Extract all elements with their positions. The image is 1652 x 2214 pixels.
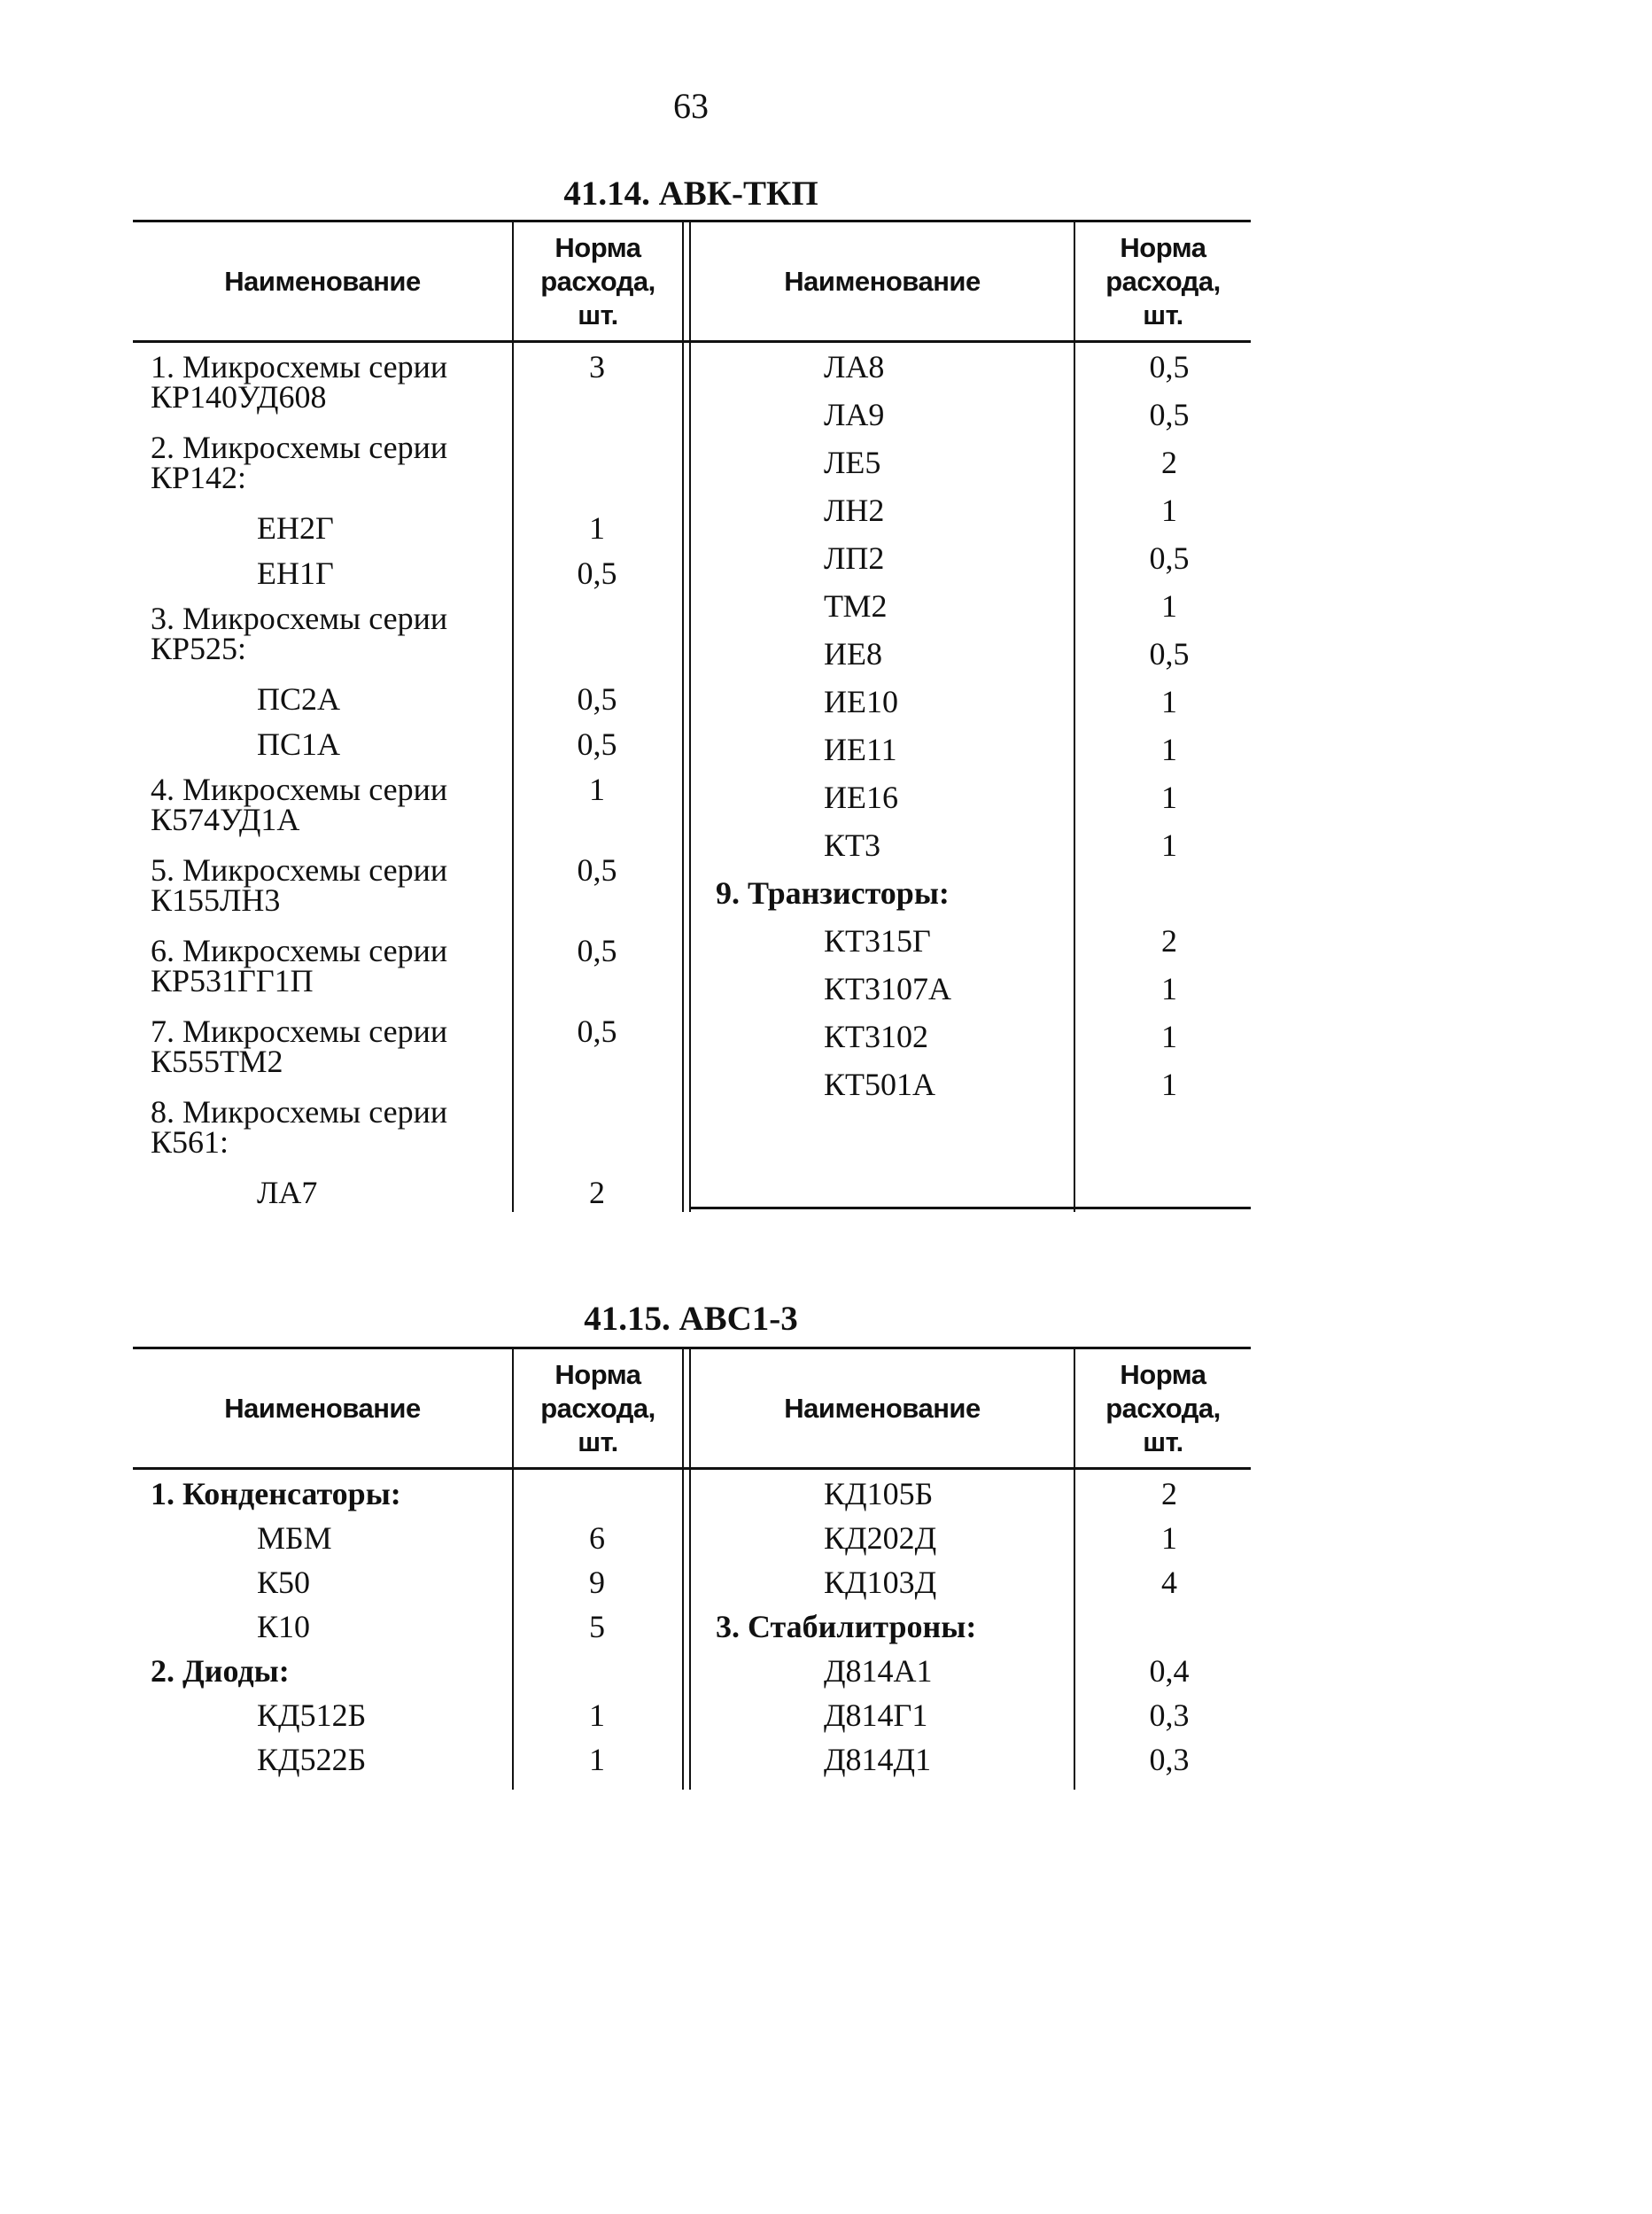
table-row <box>133 1648 1251 1694</box>
item-name: К50 <box>257 1565 311 1600</box>
item-name: КТ315Г <box>824 923 931 959</box>
norm-value: 1 <box>1161 588 1177 624</box>
col-header-norm: Норма расхода, шт. <box>540 1358 655 1457</box>
table-row <box>133 679 1251 725</box>
col-header-norm: Норма расхода, шт. <box>1105 1358 1221 1457</box>
norm-value: 1 <box>1161 780 1177 815</box>
item-name: КТ3 <box>824 827 881 863</box>
norm-value: 0,5 <box>1149 540 1190 576</box>
norm-value: 1 <box>1161 1520 1177 1556</box>
norm-value: 1 <box>1161 493 1177 528</box>
item-name: КД522Б <box>257 1742 367 1777</box>
table-row <box>133 774 1251 820</box>
item-name: К155ЛН3 <box>151 882 281 918</box>
item-name: ЛА8 <box>824 349 885 385</box>
table-row <box>133 487 1251 533</box>
table-row <box>133 918 1251 964</box>
col-header-name: Наименование <box>224 1392 421 1424</box>
item-name: ЛА9 <box>824 397 885 432</box>
norm-value: 2 <box>589 1175 605 1210</box>
table-title: 41.15. АВС1-3 <box>584 1300 798 1338</box>
item-name: ЕН1Г <box>257 555 334 591</box>
item-name: 9. Транзисторы: <box>716 875 950 911</box>
norm-value: 0,5 <box>577 555 617 591</box>
norm-value: 1 <box>1161 684 1177 719</box>
item-name: ИЕ8 <box>824 636 882 672</box>
item-name: 2. Диоды: <box>151 1653 290 1689</box>
item-name: ЛП2 <box>824 540 885 576</box>
item-name: КД103Д <box>824 1565 937 1600</box>
item-name: ПС1А <box>257 726 341 762</box>
norm-value: 0,5 <box>1149 397 1190 432</box>
item-name: 3. Микросхемы серии <box>151 601 448 636</box>
table-row <box>133 822 1251 868</box>
table-row <box>133 870 1251 916</box>
item-name: МБМ <box>257 1520 332 1556</box>
table-row <box>133 726 1251 773</box>
norm-value: 0,5 <box>577 681 617 717</box>
table-row <box>133 1604 1251 1650</box>
page-number: 63 <box>673 86 709 126</box>
item-name: ЛЕ5 <box>824 445 881 480</box>
item-name: КД105Б <box>824 1476 934 1511</box>
table-row <box>133 1014 1251 1060</box>
table-row <box>133 1169 1251 1216</box>
table-row <box>133 1061 1251 1107</box>
table-row <box>133 631 1251 677</box>
item-name: ЛА7 <box>257 1175 318 1210</box>
item-name: КТ3107А <box>824 971 951 1006</box>
norm-value: 3 <box>589 349 605 385</box>
norm-value: 1 <box>589 510 605 546</box>
item-name: ТМ2 <box>824 588 888 624</box>
table-row <box>133 535 1251 581</box>
norm-value: 2 <box>1161 445 1177 480</box>
table-row <box>133 1692 1251 1738</box>
norm-value: 1 <box>1161 732 1177 767</box>
norm-value: 2 <box>1161 923 1177 959</box>
item-name: 1. Микросхемы серии <box>151 349 448 385</box>
item-name: 1. Конденсаторы: <box>151 1476 401 1511</box>
col-header-norm: Норма расхода, шт. <box>540 231 655 330</box>
table-row <box>133 392 1251 438</box>
norm-value: 1 <box>1161 827 1177 863</box>
item-name: 4. Микросхемы серии <box>151 772 448 807</box>
item-name: КР140УД608 <box>151 379 327 415</box>
norm-value: 0,5 <box>577 933 617 968</box>
item-name: КР525: <box>151 631 247 666</box>
table-row <box>133 1736 1251 1783</box>
norm-value: 1 <box>589 772 605 807</box>
table-row <box>133 966 1251 1012</box>
table-row <box>133 1471 1251 1517</box>
item-name: КТ3102 <box>824 1019 929 1054</box>
norms-table <box>133 220 1251 1212</box>
norm-value: 0,5 <box>1149 636 1190 672</box>
item-name: Д814А1 <box>824 1653 933 1689</box>
item-name: ЕН2Г <box>257 510 334 546</box>
norm-value: 1 <box>589 1742 605 1777</box>
item-name: К561: <box>151 1124 229 1160</box>
table-row <box>133 1559 1251 1605</box>
col-header-norm: Норма расхода, шт. <box>1105 231 1221 330</box>
item-name: 6. Микросхемы серии <box>151 933 448 968</box>
norm-value: 9 <box>589 1565 605 1600</box>
norm-value: 1 <box>589 1697 605 1733</box>
item-name: ИЕ10 <box>824 684 898 719</box>
norm-value: 2 <box>1161 1476 1177 1511</box>
item-name: ИЕ11 <box>824 732 897 767</box>
norm-value: 0,5 <box>577 1014 617 1049</box>
table-row <box>133 344 1251 390</box>
norm-value: 1 <box>1161 1019 1177 1054</box>
item-name: ПС2А <box>257 681 341 717</box>
item-name: КР142: <box>151 460 247 495</box>
norm-value: 0,3 <box>1149 1697 1190 1733</box>
item-name: ИЕ16 <box>824 780 898 815</box>
col-header-name: Наименование <box>224 265 421 297</box>
table-row <box>133 1124 1251 1170</box>
item-name: ЛН2 <box>824 493 885 528</box>
norm-value: 0,4 <box>1149 1653 1190 1689</box>
col-header-name: Наименование <box>784 1392 981 1424</box>
norms-table <box>133 1347 1251 1790</box>
item-name: Д814Г1 <box>824 1697 928 1733</box>
item-name: К10 <box>257 1609 311 1644</box>
table-row <box>133 583 1251 629</box>
item-name: 8. Микросхемы серии <box>151 1094 448 1130</box>
table-row <box>133 439 1251 486</box>
item-name: 3. Стабилитроны: <box>716 1609 977 1644</box>
norm-value: 0,5 <box>1149 349 1190 385</box>
col-header-name: Наименование <box>784 265 981 297</box>
item-name: КД202Д <box>824 1520 937 1556</box>
table-row <box>133 1515 1251 1561</box>
norm-value: 0,3 <box>1149 1742 1190 1777</box>
norm-value: 0,5 <box>577 726 617 762</box>
item-name: К555ТМ2 <box>151 1044 283 1079</box>
norm-value: 5 <box>589 1609 605 1644</box>
norm-value: 6 <box>589 1520 605 1556</box>
item-name: 7. Микросхемы серии <box>151 1014 448 1049</box>
item-name: 5. Микросхемы серии <box>151 852 448 888</box>
item-name: КД512Б <box>257 1697 367 1733</box>
norm-value: 4 <box>1161 1565 1177 1600</box>
item-name: КР531ГГ1П <box>151 963 314 998</box>
norm-value: 1 <box>1161 971 1177 1006</box>
norm-value: 0,5 <box>577 852 617 888</box>
table-title: 41.14. АВК-ТКП <box>563 175 818 213</box>
norm-value: 1 <box>1161 1067 1177 1102</box>
item-name: Д814Д1 <box>824 1742 932 1777</box>
item-name: К574УД1А <box>151 802 300 837</box>
item-name: 2. Микросхемы серии <box>151 430 448 465</box>
item-name: КТ501А <box>824 1067 935 1102</box>
